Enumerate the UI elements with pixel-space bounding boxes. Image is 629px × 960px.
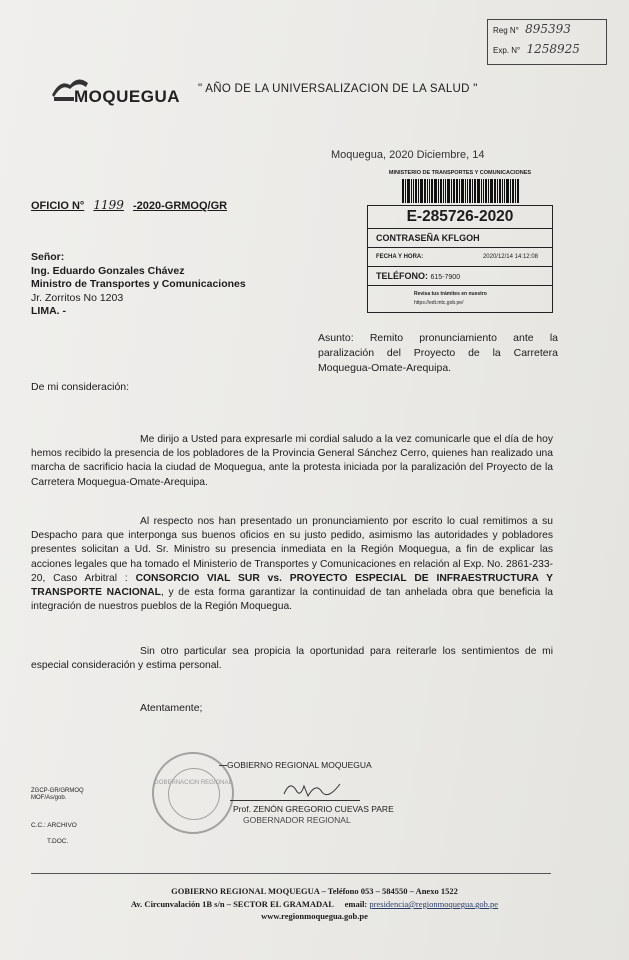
barcode-bar xyxy=(447,179,450,203)
signature-organization: GOBIERNO REGIONAL MOQUEGUA xyxy=(227,760,372,770)
exp-label: Exp. N° xyxy=(493,46,521,55)
barcode-bar xyxy=(451,179,452,203)
barcode-bar xyxy=(502,179,503,203)
addressee-block xyxy=(31,251,246,319)
signatory-title: GOBERNADOR REGIONAL xyxy=(243,815,351,825)
barcode-bar xyxy=(474,179,476,203)
footer-line-1: GOBIERNO REGIONAL MOQUEGUA – Teléfono 053 – 584550 – Anexo 1522 xyxy=(171,886,458,896)
barcode-bar xyxy=(515,179,516,203)
barcode-bar xyxy=(469,179,471,203)
oficio-suffix: -2020-GRMOQ/GR xyxy=(132,200,228,212)
barcode-bar xyxy=(512,179,514,203)
stamp-date-value: 2020/12/14 14:12:08 xyxy=(482,254,538,260)
footer-address: Av. Circunvalación 1B s/n – SECTOR EL GRAMADAL xyxy=(130,899,334,909)
barcode-bar xyxy=(465,179,466,203)
body-paragraph-1 xyxy=(31,433,553,490)
body-paragraph-2-case: CONSORCIO VIAL SUR vs. PROYECTO ESPECIAL DE INFRAESTRUCTURA Y TRANSPORTE NACIONAL xyxy=(31,572,553,599)
body-paragraph-2-text-b: , y de esta forma garantizar la continuidad de tan anhelada obra que beneficia la integración de nuestros pueblos de la Región Moquegua. xyxy=(31,587,553,613)
barcode-bar xyxy=(453,179,455,203)
barcode-bar xyxy=(407,179,410,203)
barcode-bar xyxy=(413,179,414,203)
tdoc-label: T.DOC. xyxy=(47,838,69,845)
barcode-bar xyxy=(402,179,404,203)
addressee-salutation: Señor: xyxy=(31,251,65,263)
barcode-bar xyxy=(485,179,487,203)
handwritten-signature xyxy=(282,776,342,802)
signatory-block xyxy=(233,804,394,826)
exp-value: 1258925 xyxy=(526,42,580,56)
barcode-bar xyxy=(440,179,442,203)
barcode-bar xyxy=(483,179,484,203)
stamp-ministry: MINISTERIO DE TRANSPORTES Y COMUNICACIONES xyxy=(388,170,532,176)
exp-number-row xyxy=(493,40,606,60)
stamp-box xyxy=(367,205,553,313)
barcode-bar xyxy=(420,179,423,203)
barcode-bar xyxy=(477,179,480,203)
barcode-bar xyxy=(405,179,406,203)
barcode-bar xyxy=(427,179,428,203)
body-paragraph-3 xyxy=(31,645,553,673)
addressee-street: Jr. Zorritos No 1203 xyxy=(31,291,124,304)
signatory-name: Prof. ZENÓN GREGORIO CUEVAS PARE xyxy=(233,804,394,814)
stamp-phone-value: 615-7900 xyxy=(430,274,461,281)
registry-box xyxy=(487,19,607,65)
footer-email-link[interactable]: presidencia@regionmoquegua.gob.pe xyxy=(369,899,499,909)
barcode-bar xyxy=(445,179,446,203)
greeting: De mi consideración: xyxy=(31,381,130,393)
barcode-bar xyxy=(418,179,419,203)
barcode-bar xyxy=(434,179,437,203)
barcode-bar xyxy=(506,179,509,203)
barcode-bar xyxy=(497,179,498,203)
stamp-date-label: FECHA Y HORA: xyxy=(376,254,424,260)
addressee-position: Ministro de Transportes y Comunicaciones xyxy=(31,278,246,290)
stamp-review-url: https://edt.mtc.gob.pe/ xyxy=(414,300,464,306)
barcode-bar xyxy=(411,179,412,203)
barcode-bar xyxy=(415,179,417,203)
stamp-phone-row xyxy=(368,267,552,286)
barcode-bar xyxy=(510,179,511,203)
signature-line xyxy=(230,800,360,801)
body-paragraph-2 xyxy=(31,515,553,614)
reg-label: Reg N° xyxy=(493,26,519,35)
oficio-handwritten-number: 1199 xyxy=(93,198,124,212)
logo-text: MOQUEGUA xyxy=(74,87,180,106)
stamp-expediente: E-285726-2020 xyxy=(368,206,552,229)
barcode-bar xyxy=(481,179,482,203)
moquegua-logo xyxy=(50,73,185,111)
body-paragraph-3-text: Sin otro particular sea propicia la oportunidad para reiterarle los sentimientos de mi especial consideración y estima personal. xyxy=(31,646,553,672)
barcode-bar xyxy=(429,179,430,203)
barcode-bar xyxy=(494,179,496,203)
addressee-city: LIMA. - xyxy=(31,305,66,317)
stamp-password: CONTRASEÑA KFLGOH xyxy=(368,229,552,248)
reg-value: 895393 xyxy=(525,22,571,36)
reference-code-2: MOF/As/gob. xyxy=(31,795,67,801)
subject-line: Asunto: Remito pronunciamiento ante la paralización del Proyecto de la Carretera Moquegua-Omate-Arequipa. xyxy=(318,332,558,374)
reference-code-1: ZGCP-GR/GRMOQ xyxy=(31,788,84,794)
carbon-copy: C.C.: ARCHIVO xyxy=(31,822,77,829)
addressee-name: Ing. Eduardo Gonzales Chávez xyxy=(31,264,185,277)
barcode-bar xyxy=(461,179,464,203)
barcode-bar xyxy=(504,179,505,203)
barcode-bar xyxy=(490,179,493,203)
barcode-bar xyxy=(517,179,519,203)
year-motto: " AÑO DE LA UNIVERSALIZACION DE LA SALUD " xyxy=(198,83,478,95)
stamp-review-text: Revisa tus trámites en nuestro xyxy=(414,291,487,297)
barcode-bar xyxy=(438,179,439,203)
seal-text: GOBERNACION REGIONAL xyxy=(154,780,232,786)
stamp-date-row xyxy=(368,248,552,267)
letter-date: Moquegua, 2020 Diciembre, 14 xyxy=(331,149,485,161)
barcode-bar xyxy=(488,179,489,203)
closing: Atentamente; xyxy=(140,702,203,714)
body-paragraph-1-text: Me dirijo a Usted para expresarle mi cordial saludo a la vez comunicarle que el día de hoy hemos recibido la presencia de los pobladores de la Provincia General Sánchez Cerro, quienes han realizado una marcha de sacrificio hacia la ciudad de Moquegua, ante la protesta iniciada por la paralización del Proyecto de la Carretera Moquegua-Omate-Arequipa. xyxy=(31,434,553,488)
barcode-bar xyxy=(499,179,501,203)
footer-website[interactable]: www.regionmoquegua.gob.pe xyxy=(261,911,368,921)
barcode-bar xyxy=(472,179,473,203)
reference-codes xyxy=(31,788,84,802)
barcode-bar xyxy=(467,179,468,203)
oficio-number xyxy=(31,198,227,212)
footer-divider xyxy=(31,873,551,874)
barcode-bar xyxy=(459,179,460,203)
footer-line-2 xyxy=(0,899,629,909)
reception-stamp xyxy=(367,170,553,313)
barcode-bar xyxy=(424,179,426,203)
oficio-prefix: OFICIO N° xyxy=(31,200,85,212)
barcode-bar xyxy=(443,179,444,203)
body-paragraph-2-text-a: Al respecto nos han presentado un pronunciamiento por escrito lo cual remitimos a su Despacho para que interponga sus buenos oficios en su justo pedido, asimismo las autoridades y pobladores presentes solicitan a Ud. Sr. Ministro su presencia inmediata en la Región Moquegua, a fin de explicar las acciones legales que ha tomado el Ministerio de Transportes y Comunicaciones en relación al Exp. No. 2861-233-20, Caso Arbitral : xyxy=(31,516,553,584)
barcode-bar xyxy=(431,179,433,203)
reg-number-row xyxy=(493,20,606,40)
barcode xyxy=(367,179,553,203)
stamp-phone-label: TELÉFONO: xyxy=(376,271,428,281)
barcode-bar xyxy=(456,179,458,203)
footer-email-label: email: xyxy=(344,899,368,909)
stamp-review-row xyxy=(368,286,552,312)
